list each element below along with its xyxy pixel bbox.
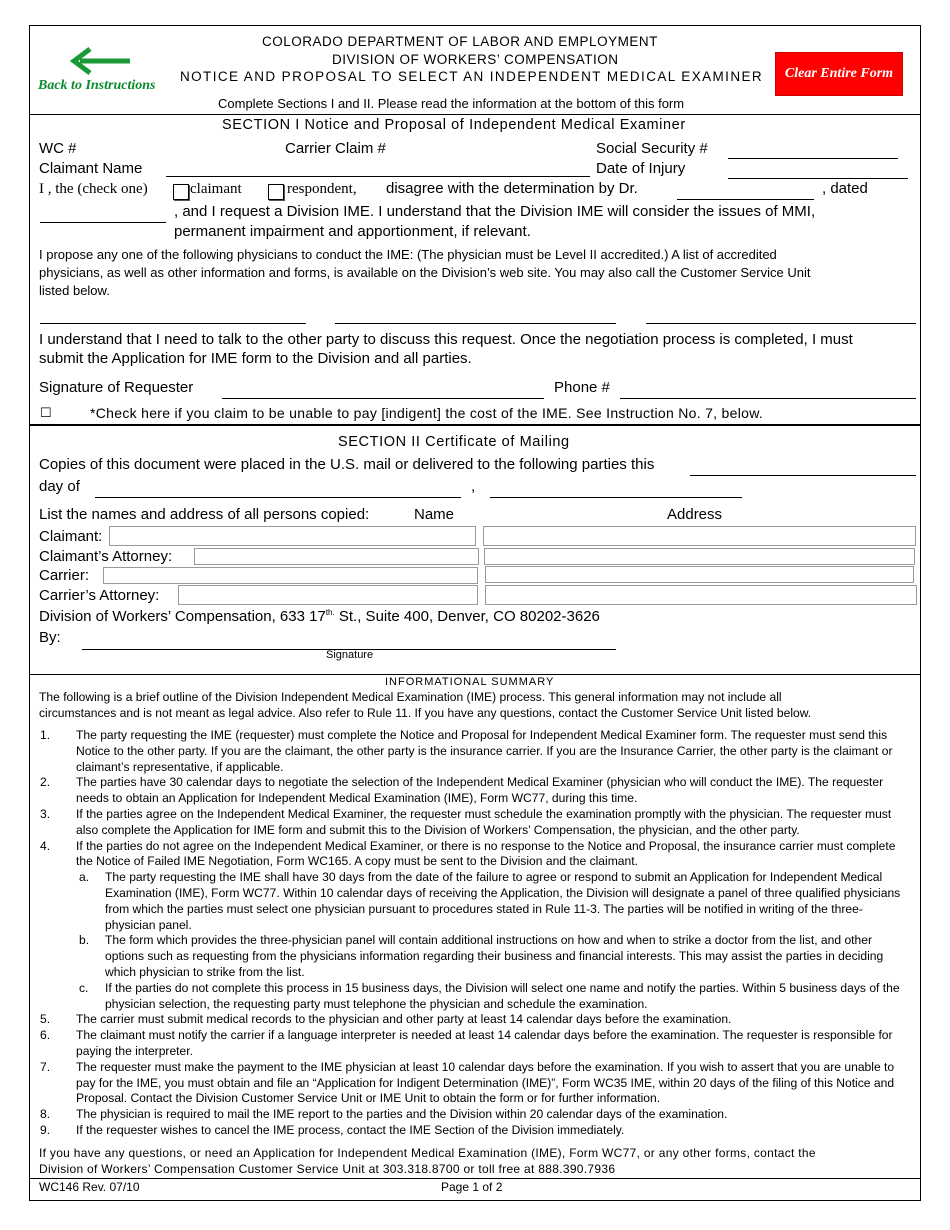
- sub-list-item: [76, 870, 910, 933]
- form-title: NOTICE AND PROPOSAL TO SELECT AN INDEPENDENT MEDICAL EXAMINER: [180, 69, 764, 84]
- sub-list-item: [76, 933, 910, 980]
- i-the-label: I , the (check one): [39, 181, 148, 197]
- section2-heading: SECTION II Certificate of Mailing: [338, 434, 570, 450]
- clear-form-button[interactable]: Clear Entire Form: [775, 52, 903, 96]
- list-item: [38, 1012, 910, 1028]
- phone-field[interactable]: [620, 398, 916, 399]
- item-text: If the requester wishes to cancel the IME process, contact the IME Section of the Division immediately.: [76, 1122, 625, 1137]
- sub-item-text: The form which provides the three-physician panel will contain additional instructions on how and when to strike a doctor from the list, and other options such as requesting from the physicians information regarding their business and financial interests. This may assist the parties in deciding which physician to strike from the list.: [105, 933, 884, 979]
- summary-list: [38, 728, 910, 1139]
- section1-heading: SECTION I Notice and Proposal of Independent Medical Examiner: [222, 117, 686, 133]
- dept-name: COLORADO DEPARTMENT OF LABOR AND EMPLOYMENT: [262, 34, 658, 49]
- item-text: The parties have 30 calendar days to negotiate the selection of the Independent Medical Examiner (physician who will conduct the IME). The requester needs to obtain an Application for Independent Medical Examination (IME), Form WC77, during this time.: [76, 775, 884, 806]
- day-of-field[interactable]: [95, 497, 461, 498]
- claimant-attorney-address-input[interactable]: [484, 548, 915, 565]
- physician-2-field[interactable]: [335, 323, 616, 324]
- copies-line: Copies of this document were placed in the U.S. mail or delivered to the following parties this: [39, 456, 655, 473]
- claimant-checkbox[interactable]: [173, 184, 189, 200]
- list-item: [38, 1060, 910, 1107]
- item-number: 2.: [40, 775, 51, 790]
- address-column-label: Address: [667, 506, 723, 523]
- list-item: [38, 1028, 910, 1060]
- claimant-label: Claimant:: [39, 528, 103, 545]
- date-of-injury-field[interactable]: [728, 178, 908, 179]
- divider: [30, 674, 920, 675]
- wc-label: WC #: [39, 140, 77, 157]
- sub-list: [76, 870, 910, 1012]
- summary-footer-2: Division of Workers’ Compensation Customer Service Unit at 303.318.8700 or toll free at 888.390.7936: [39, 1162, 616, 1176]
- form-id: WC146 Rev. 07/10: [39, 1180, 140, 1194]
- understand-line-2: submit the Application for IME form to the Division and all parties.: [39, 350, 472, 367]
- ssn-field[interactable]: [728, 158, 898, 159]
- item-text: The party requesting the IME (requester) must complete the Notice and Proposal for Independent Medical Examiner form. The requester must send this Notice to the other party. If you are the claimant, the other party is the insurance carrier. If you are the Insurance Carrier, the other party is the claimant or claimant’s representative, if applicable.: [76, 728, 893, 774]
- summary-heading: INFORMATIONAL SUMMARY: [385, 676, 555, 688]
- name-column-label: Name: [414, 506, 455, 523]
- signature-requester-label: Signature of Requester: [39, 379, 194, 396]
- item-text: The carrier must submit medical records to the physician and other party at least 14 calendar days before the examination.: [76, 1012, 732, 1027]
- disagree-text: disagree with the determination by Dr.: [386, 180, 638, 197]
- signature-caption: Signature: [326, 649, 374, 661]
- ssn-label: Social Security #: [596, 140, 708, 157]
- dated-label: , dated: [822, 180, 868, 197]
- claimant-option-label: claimant: [190, 181, 242, 197]
- by-label: By:: [39, 629, 61, 646]
- carrier-attorney-name-input[interactable]: [178, 585, 478, 605]
- propose-line-1: I propose any one of the following physicians to conduct the IME: (The physician must be Level II accredited.) A list of accredited: [39, 247, 777, 262]
- list-item: [38, 839, 910, 1013]
- item-number: 4.: [40, 838, 51, 853]
- indigent-text: *Check here if you claim to be unable to pay [indigent] the cost of the IME. See Instruction No. 7, below.: [90, 405, 764, 421]
- divider: [30, 114, 920, 115]
- item-number: 8.: [40, 1107, 51, 1122]
- list-item: [38, 807, 910, 839]
- item-text: If the parties do not agree on the Independent Medical Examiner, or there is no response to the Notice and Proposal, the insurance carrier must complete the Notice of Failed IME Negotiation, Form WC165. A copy must be sent to the Division and the claimant.: [76, 838, 896, 869]
- phone-label: Phone #: [554, 379, 610, 396]
- back-arrow-icon[interactable]: [66, 46, 132, 81]
- respondent-checkbox[interactable]: [268, 184, 284, 200]
- summary-intro-2: circumstances and is not meant as legal advice. Also refer to Rule 11. If you have any questions, contact the Customer Service Unit listed below.: [39, 706, 812, 720]
- list-item: [38, 1107, 910, 1123]
- item-number: 3.: [40, 806, 51, 821]
- carrier-attorney-label: Carrier’s Attorney:: [39, 587, 160, 604]
- date-of-injury-label: Date of Injury: [596, 160, 686, 177]
- carrier-address-input[interactable]: [485, 566, 914, 583]
- division-address-sup: th.: [325, 608, 335, 617]
- physician-3-field[interactable]: [646, 323, 916, 324]
- carrier-attorney-address-input[interactable]: [485, 585, 917, 605]
- day-of-label: day of: [39, 478, 80, 495]
- item-text: If the parties agree on the Independent Medical Examiner, the requester must schedule the examination promptly with the physician. The requester must also complete the Application for IME form and submit this to the Division of Workers’ Compensation, the physician, and the other party.: [76, 806, 892, 837]
- carrier-claim-label: Carrier Claim #: [285, 140, 386, 157]
- list-item: [38, 775, 910, 807]
- request-text-2: permanent impairment and apportionment, if relevant.: [174, 223, 531, 240]
- sub-item-text: The party requesting the IME shall have 30 days from the date of the failure to agree or respond to submit an Application for Independent Medical Examination (IME), Form WC77. Within 10 calendar days of receiving the Application, the Division will designate a panel of three qualified physicians from which the parties must select one physician pursuant to procedures stated in Rule 11-3. The parties will be notified in writing of the three-physician panel.: [105, 870, 901, 932]
- item-number: 6.: [40, 1028, 51, 1043]
- item-number: 5.: [40, 1012, 51, 1027]
- back-to-instructions-link[interactable]: Back to Instructions: [38, 78, 156, 93]
- doctor-name-field[interactable]: [677, 199, 814, 200]
- sub-list-item: [76, 981, 910, 1013]
- instructions-line: Complete Sections I and II. Please read the information at the bottom of this form: [218, 96, 685, 111]
- request-text: , and I request a Division IME. I understand that the Division IME will consider the issues of MMI,: [174, 203, 816, 220]
- indigent-checkbox[interactable]: ☐: [40, 405, 52, 420]
- carrier-label: Carrier:: [39, 567, 90, 584]
- list-label: List the names and address of all persons copied:: [39, 506, 370, 523]
- year-field[interactable]: [490, 497, 742, 498]
- propose-line-3: listed below.: [39, 283, 110, 298]
- list-item: [38, 1123, 910, 1139]
- section-divider: [30, 424, 920, 426]
- division-name: DIVISION OF WORKERS’ COMPENSATION: [332, 52, 619, 67]
- copies-day-field[interactable]: [690, 475, 916, 476]
- sub-item-letter: c.: [79, 980, 89, 995]
- claimant-attorney-name-input[interactable]: [194, 548, 479, 565]
- understand-line-1: I understand that I need to talk to the other party to discuss this request. Once the negotiation process is completed, I must: [39, 331, 853, 348]
- item-text: The physician is required to mail the IME report to the parties and the Division within 20 calendar days of the examination.: [76, 1107, 728, 1122]
- dated-field[interactable]: [40, 222, 166, 223]
- carrier-name-input[interactable]: [103, 567, 478, 584]
- sub-item-text: If the parties do not complete this process in 15 business days, the Division will select one name and notify the parties. Within 5 business days of the physician selection, the requesting party must telephone the physician and schedule the examination.: [105, 980, 900, 1011]
- claimant-name-field[interactable]: [166, 176, 590, 177]
- summary-footer-1: If you have any questions, or need an Application for Independent Medical Examination (IME), Form WC77, or any other forms, contact the: [39, 1146, 816, 1160]
- form-page: [29, 25, 921, 1201]
- page-number: Page 1 of 2: [441, 1180, 503, 1194]
- propose-line-2: physicians, as well as other information and forms, is available on the Division’s web site. You may also call the Customer Service Unit: [39, 265, 811, 280]
- claimant-attorney-label: Claimant’s Attorney:: [39, 548, 173, 565]
- item-number: 9.: [40, 1122, 51, 1137]
- summary-intro-1: The following is a brief outline of the Division Independent Medical Examination (IME) process. This general information may not include all: [39, 690, 782, 704]
- division-address-post: St., Suite 400, Denver, CO 80202-3626: [334, 608, 600, 625]
- signature-requester-field[interactable]: [222, 398, 544, 399]
- claimant-name-label: Claimant Name: [39, 160, 143, 177]
- item-text: The requester must make the payment to the IME physician at least 10 calendar days before the examination. If you wish to assert that you are unable to pay for the IME, you must obtain and file an “Application for Indigent Determination (IME)”, Form WC35 IME, within 20 days of the filing of this Notice and Proposal. Contact the Division Customer Service Unit or IME Unit to obtain the form or for further information.: [76, 1059, 895, 1106]
- claimant-name-input[interactable]: [109, 526, 476, 546]
- item-number: 7.: [40, 1059, 51, 1074]
- claimant-address-input[interactable]: [483, 526, 916, 546]
- comma: ,: [471, 478, 476, 495]
- sub-item-letter: b.: [79, 933, 90, 948]
- item-number: 1.: [40, 728, 51, 742]
- divider: [30, 1178, 920, 1179]
- sub-item-letter: a.: [79, 870, 90, 885]
- division-address: [39, 608, 600, 625]
- respondent-option-label: respondent,: [287, 181, 357, 197]
- physician-1-field[interactable]: [40, 323, 306, 324]
- item-text: The claimant must notify the carrier if a language interpreter is needed at least 14 calendar days before the examination. The requester is responsible for paying the interpreter.: [76, 1028, 893, 1058]
- division-address-pre: Division of Workers’ Compensation, 633 17: [39, 608, 326, 625]
- list-item: [38, 728, 910, 775]
